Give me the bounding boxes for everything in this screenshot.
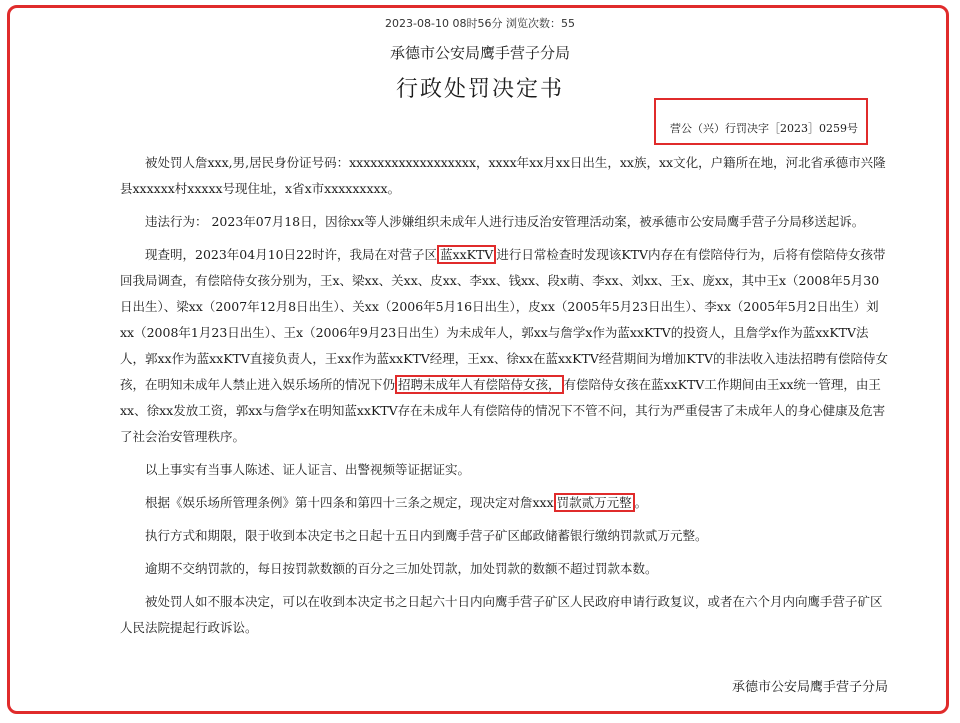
highlight-fine-amount: 罚款贰万元整 [554, 493, 635, 512]
publish-meta: 2023-08-10 08时56分 浏览次数：55 [385, 17, 575, 30]
paragraph-payment: 执行方式和期限，限于收到本决定书之日起十五日内到鹰手营子矿区邮政储蓄银行缴纳罚款贰万元整。 [145, 528, 708, 543]
paragraph-violation: 违法行为： 2023年07月18日，因徐xx等人涉嫌组织未成年人进行违反治安管理活动案，被承德市公安局鹰手营子分局移送起诉。 [145, 214, 865, 229]
document-title: 行政处罚决定书 [395, 77, 564, 102]
paragraph-overdue: 逾期不交纳罚款的，每日按罚款数额的百分之三加处罚款，加处罚款的数额不超过罚款本数。 [145, 561, 658, 576]
paragraph-evidence: 以上事实有当事人陈述、证人证言、出警视频等证据证实。 [145, 462, 471, 477]
document-number: 营公（兴）行罚决字［2023］0259号 [654, 98, 868, 145]
highlight-ktv-name: 蓝xxKTV [437, 245, 496, 264]
signoff-agency: 承德市公安局鹰手营子分局 [731, 680, 888, 695]
paragraph-offender: 被处罚人詹xxx,男,居民身份证号码：xxxxxxxxxxxxxxxxxx，xxxx年xx月xx日出生，xx族，xx文化，户籍所在地，河北省承德市兴隆县xxxxxx村xxxxx号现住址，x省x市xxxxxxxxx。 [120, 155, 886, 196]
document-body [120, 150, 890, 641]
paragraph-findings: 现查明，2023年04月10日22时许，我局在对营子区 蓝xxKTV 进行日常检查时发现该KTV内存在有偿陪侍行为，后将有偿陪侍女孩带回我局调查，有偿陪侍女孩分别为，王x、梁xx、关xx、皮xx、李xx、钱xx、段x萌、李xx、刘xx、王x、庞xx，其中王x（2008年5月30日出生）、梁xx（2007年12月8日出生）、关xx（2006年5月16日出生），皮xx（2005年5月23日出生）、李xx（2005年5月2日出生）刘xx（2008年1月23日出生）、王x（2006年9月23日出生）为未成年人，郭xx与詹学x作为蓝xxKTV的投资人，且詹学x作为蓝xxKTV法人，郭xx作为蓝xxKTV直接负责人，王xx作为蓝xxKTV经理，王xx、徐xx在蓝xxKTV经营期间为增加KTV的非法收入违法招聘有偿陪侍女孩，在明知未成年人禁止进入娱乐场所的情况下仍 招聘未成年人有偿陪侍女孩， 有偿陪侍女孩在蓝xxKTV工作期间由王xx统一管理，由王xx、徐xx发放工资，郭xx与詹学x在明知蓝xxKTV存在未成年人有偿陪侍的情况下不管不问，其行为严重侵害了未成年人的身心健康及危害了社会治安管理秩序。 [120, 247, 889, 444]
highlight-recruiting-minors: 招聘未成年人有偿陪侍女孩， [395, 375, 564, 394]
paragraph-decision: 根据《娱乐场所管理条例》第十四条和第四十三条之规定，现决定对詹xxx 罚款贰万元整 。 [145, 495, 648, 510]
paragraph-appeal: 被处罚人如不服本决定，可以在收到本决定书之日起六十日内向鹰手营子矿区人民政府申请行政复议，或者在六个月内向鹰手营子矿区人民法院提起行政诉讼。 [120, 594, 883, 635]
agency-name: 承德市公安局鹰手营子分局 [389, 44, 570, 62]
